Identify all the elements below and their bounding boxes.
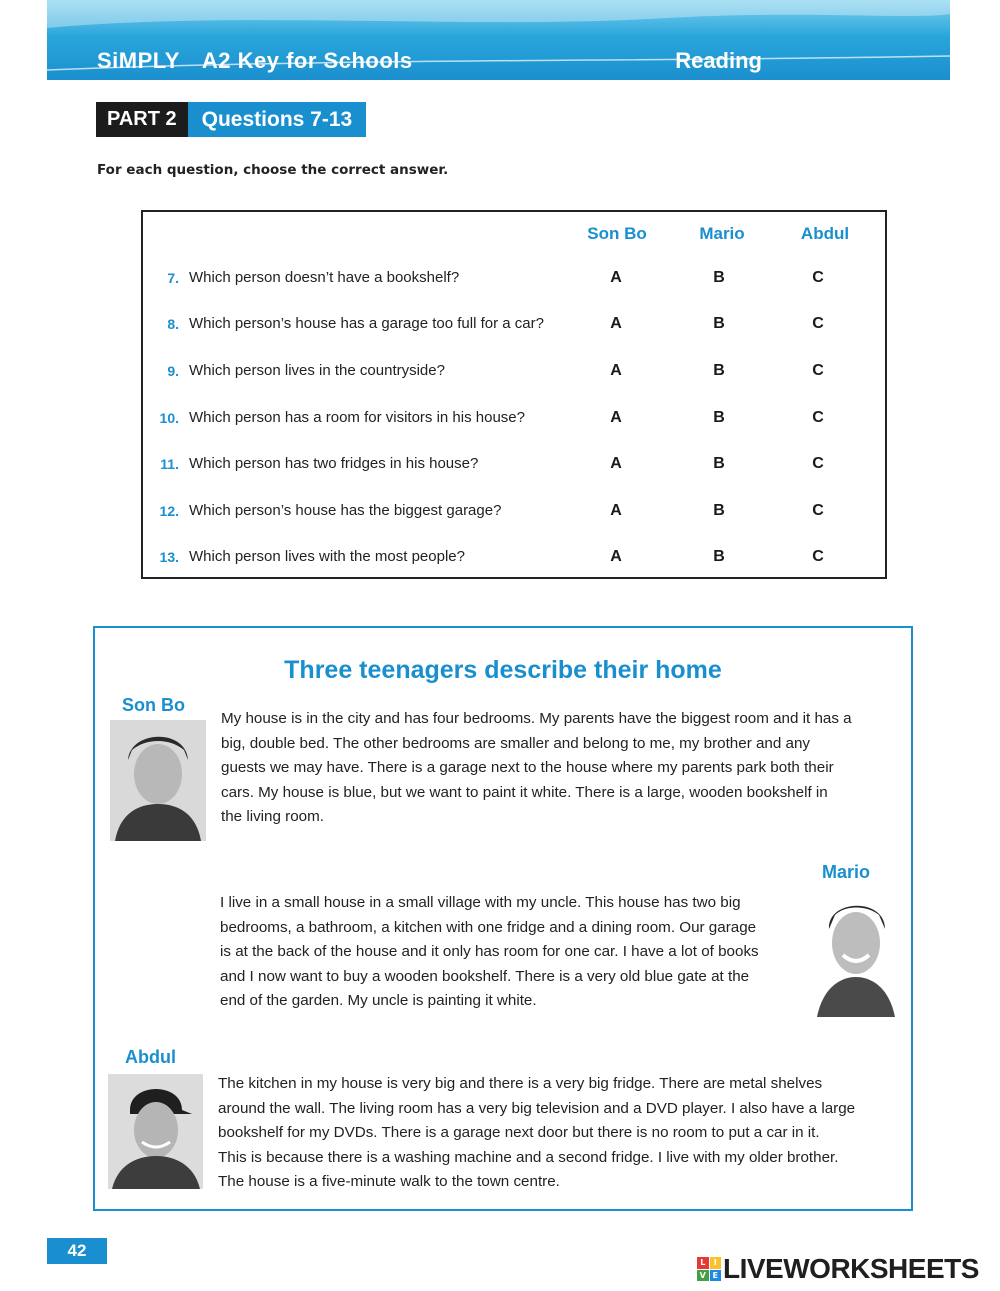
text-line: guests we may have. There is a garage next to the house where my parents park both their [221, 759, 834, 776]
person-name-mario: Mario [822, 862, 871, 882]
option-c[interactable]: C [812, 362, 824, 379]
watermark-text: LIVEWORKSHEETS [723, 1253, 979, 1284]
mario-paragraph [220, 891, 759, 1014]
abdul-photo [108, 1074, 203, 1189]
person-portrait-icon [108, 1074, 203, 1189]
question-number: 12. [159, 503, 179, 519]
header-banner [47, 0, 950, 80]
question-text: Which person has a room for visitors in his house? [189, 409, 525, 426]
reading-text-box [93, 626, 913, 1211]
reading-title: Three teenagers describe their home [284, 656, 722, 684]
book-name: A2 Key for Schools [201, 48, 413, 73]
option-c[interactable]: C [812, 409, 824, 426]
question-table [141, 210, 887, 579]
text-line: big, double bed. The other bedrooms are smaller and belong to me, my brother and any [221, 734, 811, 752]
mario-photo [815, 891, 897, 1017]
option-c[interactable]: C [812, 455, 824, 472]
text-line: The house is a five-minute walk to the town centre. [218, 1173, 560, 1190]
question-number: 9. [167, 363, 179, 379]
text-line: I live in a small house in a small village with my uncle. This house has two big [220, 894, 741, 911]
option-b[interactable]: B [713, 409, 725, 426]
question-text: Which person’s house has the biggest garage? [189, 502, 502, 519]
option-b[interactable]: B [713, 455, 725, 472]
question-number: 8. [167, 316, 179, 332]
option-b[interactable]: B [713, 502, 725, 519]
person-portrait-icon [815, 891, 897, 1017]
question-row-11 [143, 451, 885, 481]
question-text: Which person lives with the most people? [189, 548, 465, 565]
question-text: Which person’s house has a garage too full for a car? [189, 315, 544, 332]
question-number: 13. [159, 549, 179, 565]
question-row-12 [143, 498, 885, 528]
son-bo-photo [110, 720, 206, 841]
liveworksheets-logo-icon: L I V E [697, 1257, 721, 1281]
part-label: PART 2 [96, 102, 188, 137]
column-header-son-bo: Son Bo [587, 224, 647, 243]
option-b[interactable]: B [713, 269, 725, 286]
option-c[interactable]: C [812, 502, 824, 519]
option-c[interactable]: C [812, 548, 824, 565]
questions-range: Questions 7-13 [188, 102, 367, 137]
abdul-paragraph [218, 1072, 855, 1195]
question-number: 10. [159, 410, 179, 426]
option-b[interactable]: B [713, 548, 725, 565]
book-title [97, 48, 413, 74]
text-line: is at the back of the house and it only has room for one car. I have a lot of books [220, 943, 759, 960]
option-a[interactable]: A [610, 362, 622, 379]
question-text: Which person doesn’t have a bookshelf? [189, 269, 460, 286]
instruction-text: For each question, choose the correct answer. [97, 162, 449, 178]
text-line: and I now want to buy a wooden bookshelf. There is a very old blue gate at the [220, 967, 750, 985]
option-c[interactable]: C [812, 269, 824, 286]
brand-name: SiMPLY [97, 48, 180, 73]
person-portrait-icon [110, 720, 206, 841]
son-bo-paragraph [221, 707, 852, 830]
option-a[interactable]: A [610, 455, 622, 472]
question-row-9 [143, 358, 885, 388]
option-c[interactable]: C [812, 315, 824, 332]
text-line: end of the garden. My uncle is painting it white. [220, 992, 537, 1009]
section-title: Reading [675, 48, 762, 73]
part-heading [96, 102, 366, 137]
text-line: bedrooms, a bathroom, a kitchen with one fridge and a dining room. Our garage [220, 918, 757, 936]
text-line: the living room. [221, 808, 324, 825]
question-row-8 [143, 311, 885, 341]
text-line: bookshelf for my DVDs. There is a garage next door but there is no room to put a car in it. [218, 1124, 820, 1141]
person-name-son-bo: Son Bo [122, 695, 185, 715]
page-number: 42 [47, 1238, 107, 1264]
option-b[interactable]: B [713, 362, 725, 379]
text-line: My house is in the city and has four bedrooms. My parents have the biggest room and it has a [221, 710, 852, 727]
question-row-7 [143, 265, 885, 295]
liveworksheets-watermark [697, 1254, 979, 1284]
text-line: This is because there is a washing machine and a second fridge. I live with my older brother. [218, 1148, 839, 1166]
column-header-mario: Mario [699, 224, 745, 243]
question-row-10 [143, 405, 885, 435]
question-text: Which person has two fridges in his house? [189, 455, 479, 472]
option-a[interactable]: A [610, 548, 622, 565]
question-row-13 [143, 544, 885, 574]
text-line: cars. My house is blue, but we want to paint it white. There is a large, wooden bookshelf in [221, 783, 828, 801]
person-name-abdul: Abdul [125, 1047, 176, 1067]
column-header-abdul: Abdul [800, 224, 850, 243]
question-number: 11. [160, 456, 179, 472]
option-a[interactable]: A [610, 269, 622, 286]
option-a[interactable]: A [610, 315, 622, 332]
question-number: 7. [167, 270, 179, 286]
option-b[interactable]: B [713, 315, 725, 332]
option-a[interactable]: A [610, 502, 622, 519]
text-line: The kitchen in my house is very big and there is a very big fridge. There are metal shelves [218, 1075, 823, 1092]
option-a[interactable]: A [610, 409, 622, 426]
text-line: around the wall. The living room has a very big television and a DVD player. I also have a large [218, 1099, 856, 1117]
question-text: Which person lives in the countryside? [189, 362, 445, 379]
